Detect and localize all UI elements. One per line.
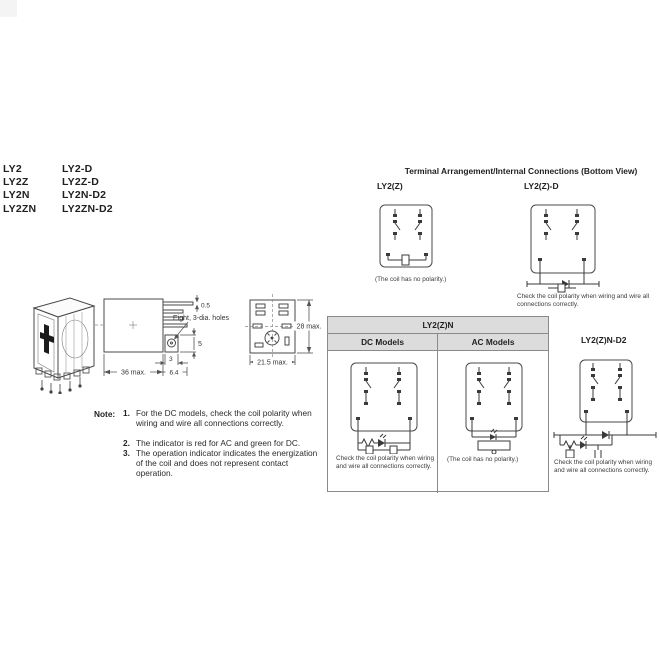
contact-pole	[393, 209, 400, 240]
led-arrow-icon	[580, 441, 586, 449]
coil-circuit	[386, 253, 428, 265]
diode-symbol	[602, 431, 609, 439]
side-view	[104, 299, 193, 352]
model-name: LY2Z-D	[62, 176, 99, 189]
coil-terminals	[470, 417, 518, 437]
dc-caption: Check the coil polarity when wiring and wire all connections correctly.	[336, 455, 435, 470]
dim-pin-pitch	[180, 328, 196, 359]
coil-symbol	[366, 446, 373, 454]
diagram-label-ly2z-d: LY2(Z)-D	[524, 181, 559, 191]
contact-pole	[572, 209, 579, 240]
dim-pin-thickness	[195, 295, 199, 312]
dim-text: 28 max.	[296, 323, 322, 331]
model-name: LY2Z	[3, 176, 29, 189]
ac-models-cell	[438, 351, 548, 493]
ly2zn-ac-schematic	[454, 357, 546, 454]
note-label: Note:	[94, 409, 116, 419]
dim-text: 21.5 max.	[257, 359, 288, 367]
holes-leader	[174, 322, 188, 340]
model-list-column-2	[62, 163, 113, 216]
ly2z-schematic	[376, 200, 438, 272]
note-item	[123, 409, 324, 429]
indicator-circuit	[358, 434, 410, 447]
table-column-headers	[328, 334, 548, 351]
contact-pole	[364, 367, 371, 398]
table-header-ly2zn: LY2(Z)N	[328, 317, 548, 334]
contact-pole	[504, 367, 511, 398]
note-text: The operation indicator indicates the energization of the coil and does not represent contact operation.	[136, 448, 318, 478]
ly2zn-dc-schematic	[345, 357, 437, 454]
contact-pole	[415, 209, 422, 240]
ac-caption: (The coil has no polarity.)	[447, 456, 519, 463]
column-header-ac: AC Models	[471, 337, 515, 347]
ly2zn-d2-schematic	[550, 350, 660, 458]
contact-pole	[394, 367, 401, 398]
led-arrow-icon	[490, 434, 496, 440]
diagram-label-ly2z: LY2(Z)	[377, 181, 403, 191]
dim-text: 0.5	[201, 302, 211, 310]
relay-isometric-drawing	[18, 292, 104, 394]
diagram-label-ly2zn-d2: LY2(Z)N-D2	[581, 335, 627, 345]
dim-text: 3	[169, 356, 173, 363]
ly2zn-table	[327, 316, 549, 492]
ly2z-caption: (The coil has no polarity.)	[375, 276, 447, 283]
model-name: LY2N	[3, 189, 30, 202]
model-name: LY2ZN	[3, 202, 37, 215]
contact-pole	[477, 367, 484, 398]
model-name: LY2-D	[62, 163, 93, 175]
model-list-column-1	[3, 163, 36, 216]
indicator-circuit	[472, 429, 516, 454]
note-number: 3.	[123, 448, 130, 458]
note-number: 2.	[123, 438, 130, 448]
coil-symbols	[358, 443, 410, 454]
note-number: 1.	[123, 408, 130, 418]
table-body	[328, 351, 548, 493]
model-name: LY2N-D2	[62, 189, 107, 202]
dim-text: 6.4	[169, 369, 179, 377]
centerline	[95, 321, 137, 329]
model-name: LY2	[3, 163, 22, 175]
page-corner-mark	[0, 0, 17, 17]
holes-label: Eight, 3-dia. holes	[173, 315, 230, 322]
dimension-drawing	[95, 293, 330, 388]
note-text: The indicator is red for AC and green for DC.	[136, 438, 301, 448]
note-item	[123, 449, 324, 479]
coil-symbol	[478, 441, 510, 450]
column-header-dc: DC Models	[328, 334, 438, 350]
ly2z-d-caption: Check the coil polarity when wiring and wire all connections correctly.	[517, 293, 650, 308]
ly2z-d-schematic	[518, 198, 604, 294]
coil-symbol	[402, 255, 409, 265]
ly2zn-d2-caption: Check the coil polarity when wiring and wire all connections correctly.	[554, 459, 653, 474]
diode-line	[554, 431, 656, 439]
model-name: LY2ZN-D2	[62, 202, 113, 215]
dc-models-cell	[328, 351, 438, 493]
contact-pole	[544, 209, 551, 240]
contact-pole	[615, 363, 622, 394]
coil-symbol	[566, 450, 574, 458]
note-text: For the DC models, check the coil polarity when wiring and wire all connections correctly.	[136, 408, 312, 428]
section-title: Terminal Arrangement/Internal Connections (Bottom View)	[404, 166, 638, 176]
dim-text: 5	[198, 341, 202, 348]
contact-pole	[591, 363, 598, 394]
dim-text: 36 max.	[121, 369, 146, 377]
coil-symbol	[390, 446, 397, 454]
coil-symbol	[548, 284, 576, 292]
led-arrow-icon	[378, 439, 385, 447]
